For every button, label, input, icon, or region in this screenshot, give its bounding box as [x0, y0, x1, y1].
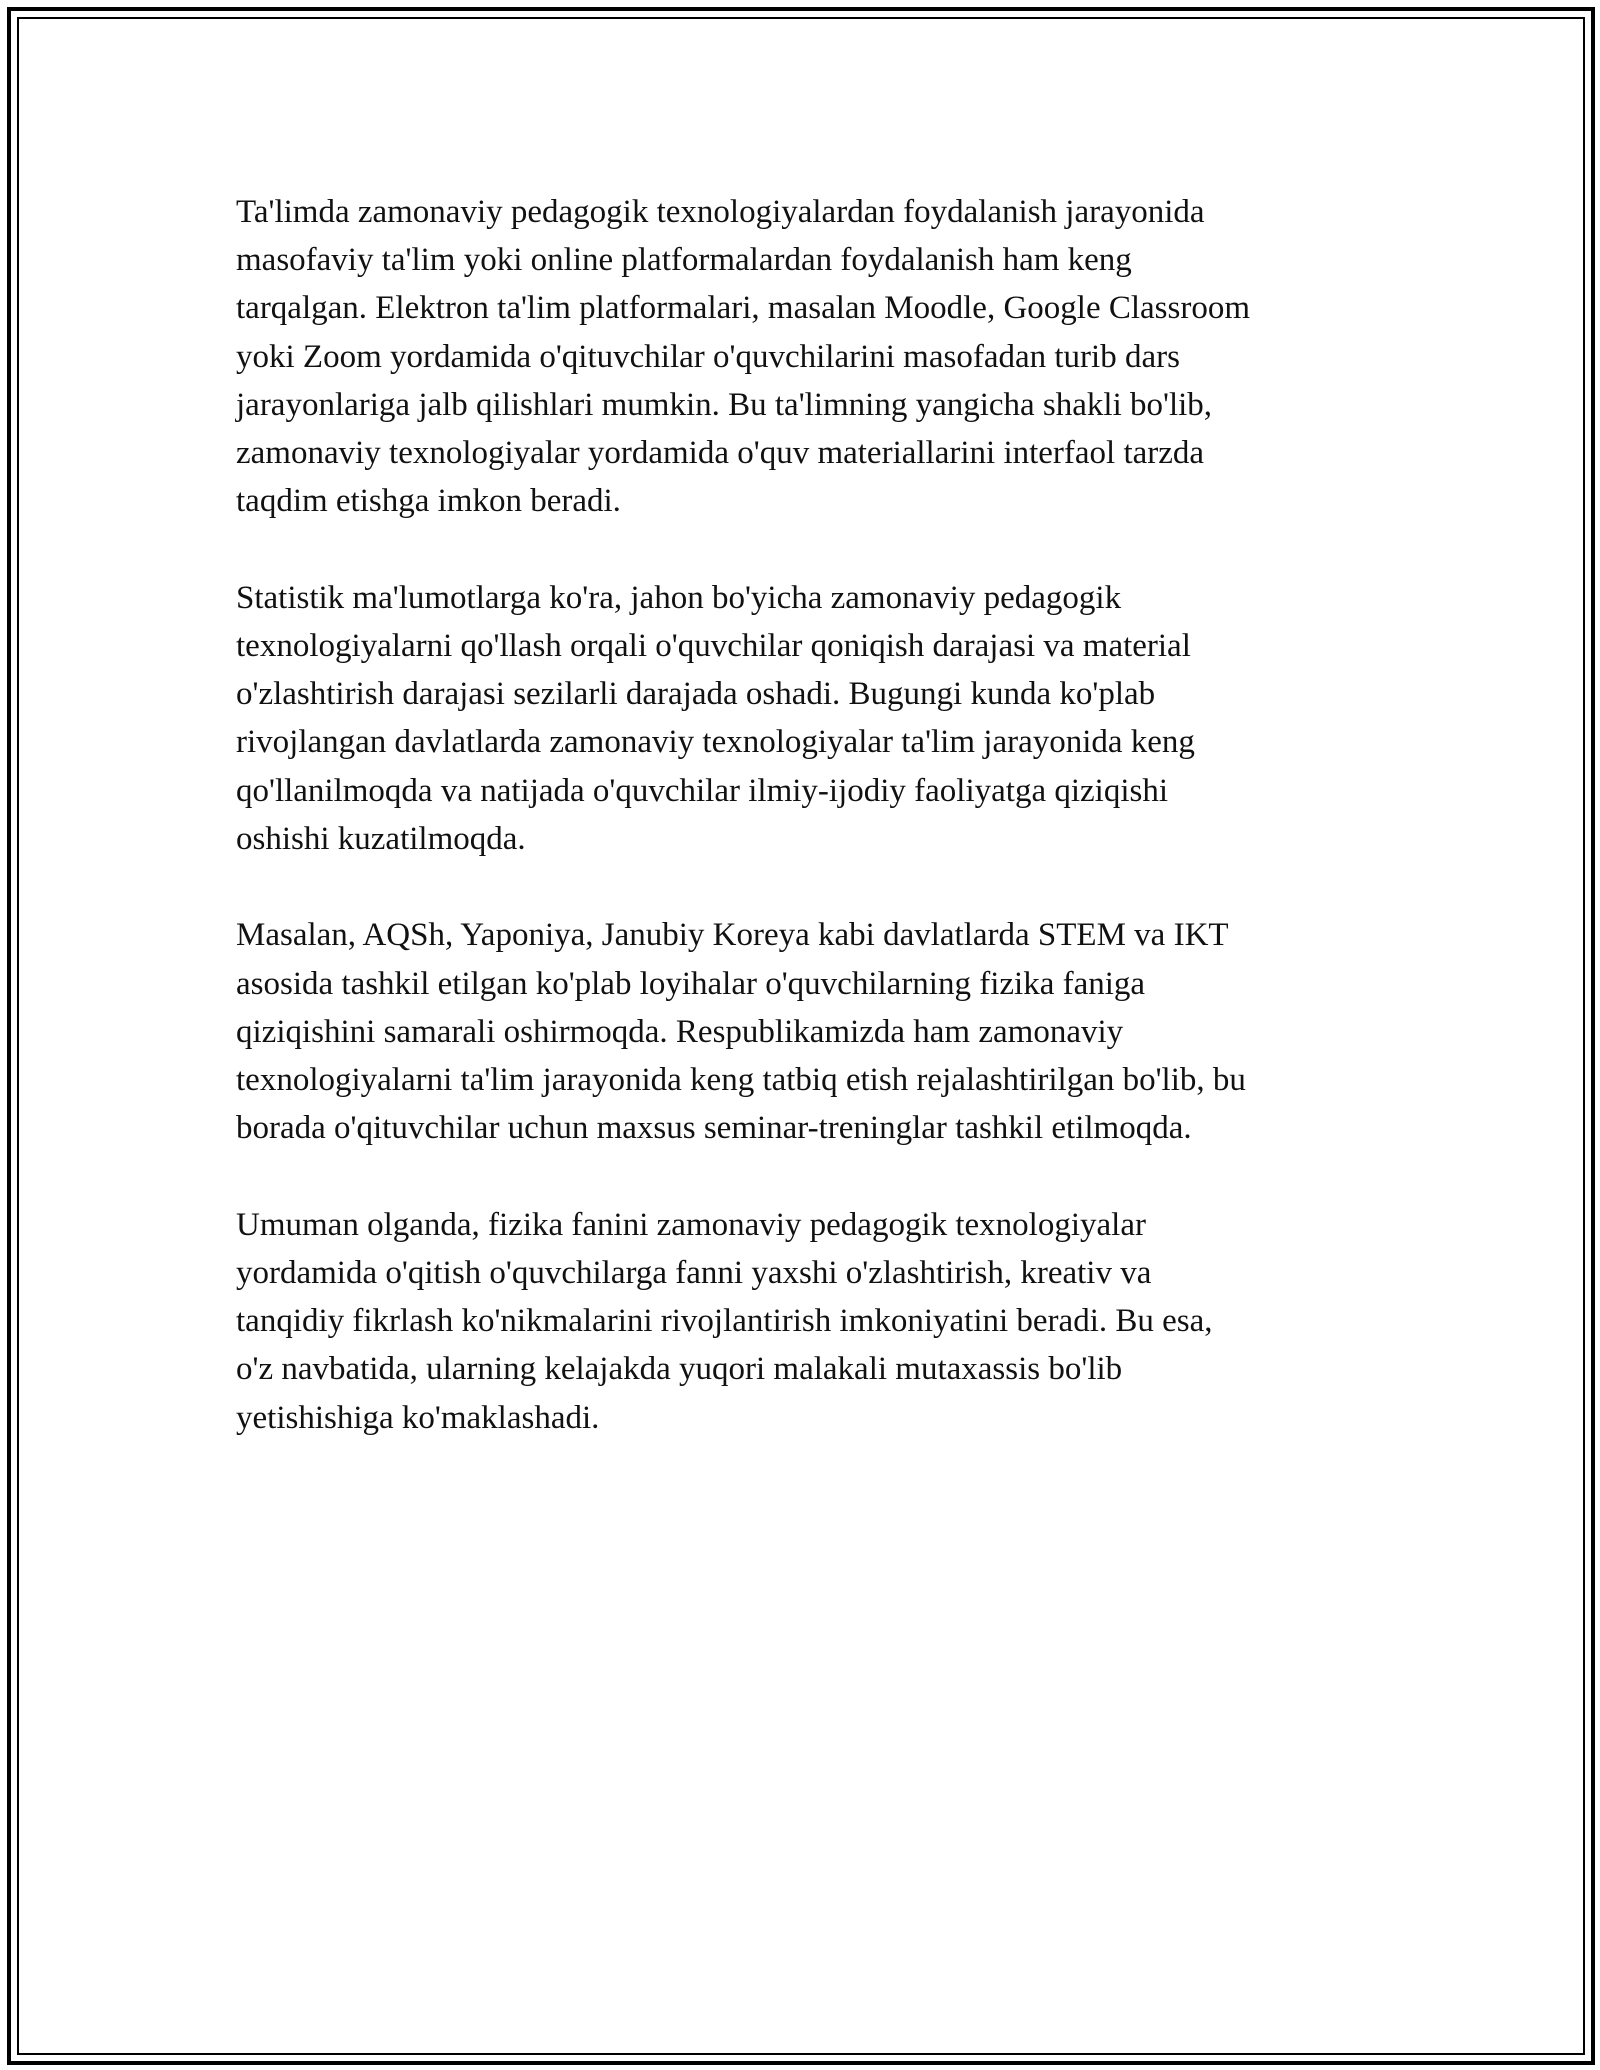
- text-line: yordamida o'qitish o'quvchilarga fanni yaxshi o'zlashtirish, kreativ va: [236, 1255, 1152, 1292]
- text-line: qo'llanilmoqda va natijada o'quvchilar ilmiy-ijodiy faoliyatga qiziqishi: [236, 772, 1169, 809]
- text-line: tanqidiy fikrlash ko'nikmalarini rivojlantirish imkoniyatini beradi. Bu esa,: [236, 1303, 1213, 1340]
- text-line: rivojlangan davlatlarda zamonaviy texnologiyalar ta'lim jarayonida keng: [236, 724, 1195, 761]
- text-line: asosida tashkil etilgan ko'plab loyihalar o'quvchilarning fizika faniga: [236, 965, 1146, 1002]
- text-line: o'zlashtirish darajasi sezilarli darajada oshadi. Bugungi kunda ko'plab: [236, 676, 1156, 713]
- text-line: yoki Zoom yordamida o'qituvchilar o'quvchilarini masofadan turib dars: [236, 338, 1180, 375]
- paragraph-3: [236, 911, 1386, 1152]
- text-line: taqdim etishga imkon beradi.: [236, 483, 621, 520]
- text-line: oshishi kuzatilmoqda.: [236, 820, 526, 857]
- text-line: texnologiyalarni qo'llash orqali o'quvchilar qoniqish darajasi va material: [236, 628, 1191, 665]
- document-body: [236, 188, 1386, 1490]
- text-line: tarqalgan. Elektron ta'lim platformalari, masalan Moodle, Google Classroom: [236, 290, 1251, 327]
- paragraph-1: [236, 188, 1386, 525]
- text-line: Ta'limda zamonaviy pedagogik texnologiyalardan foydalanish jarayonida: [236, 194, 1205, 230]
- text-line: masofaviy ta'lim yoki online platformalardan foydalanish ham keng: [236, 242, 1132, 279]
- paragraph-2: [236, 574, 1386, 863]
- paragraph-4: [236, 1201, 1386, 1442]
- text-line: Umuman olganda, fizika fanini zamonaviy pedagogik texnologiyalar: [236, 1206, 1146, 1243]
- text-line: Statistik ma'lumotlarga ko'ra, jahon bo'yicha zamonaviy pedagogik: [236, 579, 1122, 616]
- text-line: qiziqishini samarali oshirmoqda. Respublikamizda ham zamonaviy: [236, 1013, 1124, 1050]
- text-line: texnologiyalarni ta'lim jarayonida keng tatbiq etish rejalashtirilgan bo'lib, bu: [236, 1062, 1246, 1099]
- text-line: zamonaviy texnologiyalar yordamida o'quv materiallarini interfaol tarzda: [236, 435, 1205, 472]
- text-line: borada o'qituvchilar uchun maxsus seminar-treninglar tashkil etilmoqda.: [236, 1110, 1192, 1147]
- text-line: jarayonlariga jalb qilishlari mumkin. Bu ta'limning yangicha shakli bo'lib,: [236, 386, 1213, 423]
- text-line: Masalan, AQSh, Yaponiya, Janubiy Koreya kabi davlatlarda STEM va IKT: [236, 917, 1229, 954]
- text-line: yetishishiga ko'maklashadi.: [236, 1399, 600, 1436]
- text-line: o'z navbatida, ularning kelajakda yuqori malakali mutaxassis bo'lib: [236, 1351, 1123, 1388]
